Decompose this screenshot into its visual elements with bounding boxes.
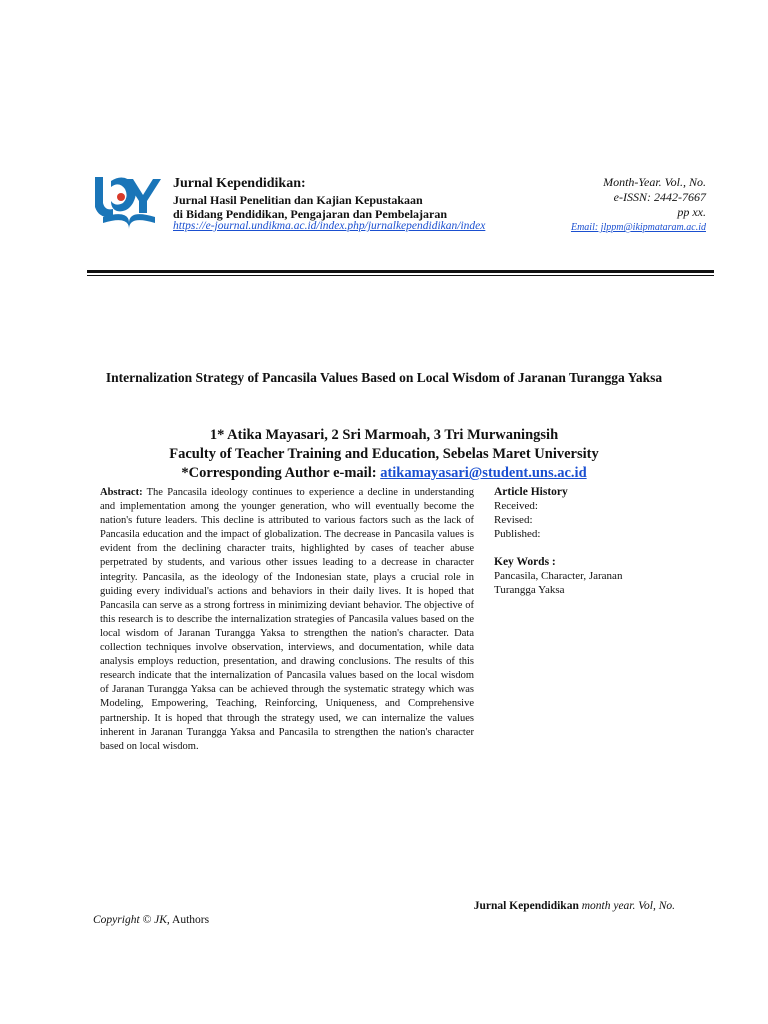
article-sidebar: [494, 485, 664, 597]
journal-subtitle-line2: di Bidang Pendidikan, Pengajaran dan Pembelajaran: [173, 207, 448, 221]
abstract-text: The Pancasila ideology continues to experience a decline in understanding and implementation among the younger generation, who will eventually become the nation's future leaders. This decline is attributed to various factors such as the lack of Pancasila education and the impact of globalization. The decrease in Pancasila values is evident from the declining character traits, highlighted by cases of teacher abuse perpetrated by students, and various other issues leading to a decrease in character integrity. Pancasila, as the ideology of the Indonesian state, plays a crucial role in guiding every individual's actions and behaviors in their daily lives. It is hoped that Pancasila can serve as a strong fortress in minimizing deviant behavior. The objective of this research is to describe the internalization strategies of Pancasila values based on the local wisdom of Jaranan Turangga Yaksa to strengthen the nation's character. Data collection techniques involve observation, interviews, and documentation, while data analysis employs reduction, presentation, and drawing conclusions. The results of this research indicate that the internalization of Pancasila values based on the local wisdom of Jaranan Turangga Yaksa can be achieved through the systematic strategy which was Modeling, Empowering, Teaching, Reinforcing, Uniqueness, and Comprehensive partnership. It is hoped that through the strategy used, we can internalize the values inherent in Jaranan Turangga Yaksa and Pancasila to strengthen the nation's character based on local wisdom.: [100, 487, 475, 752]
author-list: 1* Atika Mayasari, 2 Sri Marmoah, 3 Tri Murwaningsih: [209, 427, 559, 443]
received-date: Received:: [494, 500, 538, 512]
journal-email-link[interactable]: Email: jlppm@ikipmataram.ac.id: [570, 222, 706, 233]
footer-journal-name: Jurnal Kependidikan: [473, 900, 579, 912]
corresponding-email-link[interactable]: atikamayasari@student.uns.ac.id: [380, 465, 587, 481]
corresponding-author: [100, 465, 668, 482]
abstract: [100, 486, 474, 754]
header-rule-thick: [87, 270, 714, 273]
journal-url-link[interactable]: https://e-journal.undikma.ac.id/index.php/jurnalkependidikan/index: [173, 220, 486, 232]
header-rule-thin: [87, 275, 714, 276]
pages-info: pp xx.: [677, 205, 706, 219]
keywords-list: Pancasila, Character, Jaranan Turangga Yaksa: [494, 570, 623, 596]
revised-date: Revised:: [494, 514, 533, 526]
article-title: Internalization Strategy of Pancasila Values Based on Local Wisdom of Jaranan Turangga Yaksa: [105, 370, 663, 385]
article-history-heading: Article History: [494, 486, 568, 498]
affiliation: Faculty of Teacher Training and Education, Sebelas Maret University: [169, 446, 599, 462]
corresponding-label: *Corresponding Author e-mail:: [181, 465, 377, 481]
journal-subtitle-line1: Jurnal Hasil Penelitian dan Kajian Kepustakaan: [173, 193, 423, 207]
book-logo-icon: [93, 173, 165, 231]
copyright-authors: Authors: [172, 914, 210, 926]
footer-journal-issue: month year. Vol, No.: [581, 900, 675, 912]
copyright: [93, 914, 209, 926]
issn-info: e-ISSN: 2442-7667: [613, 190, 706, 204]
published-date: Published:: [494, 528, 541, 540]
journal-logo: [93, 173, 165, 231]
abstract-label: Abstract:: [100, 487, 143, 498]
footer-journal: [474, 900, 675, 912]
copyright-prefix: Copyright © JK,: [93, 914, 170, 926]
keywords-heading: Key Words :: [494, 556, 556, 568]
issue-info: Month-Year. Vol., No.: [603, 175, 706, 189]
journal-name: Jurnal Kependidikan:: [173, 176, 306, 191]
